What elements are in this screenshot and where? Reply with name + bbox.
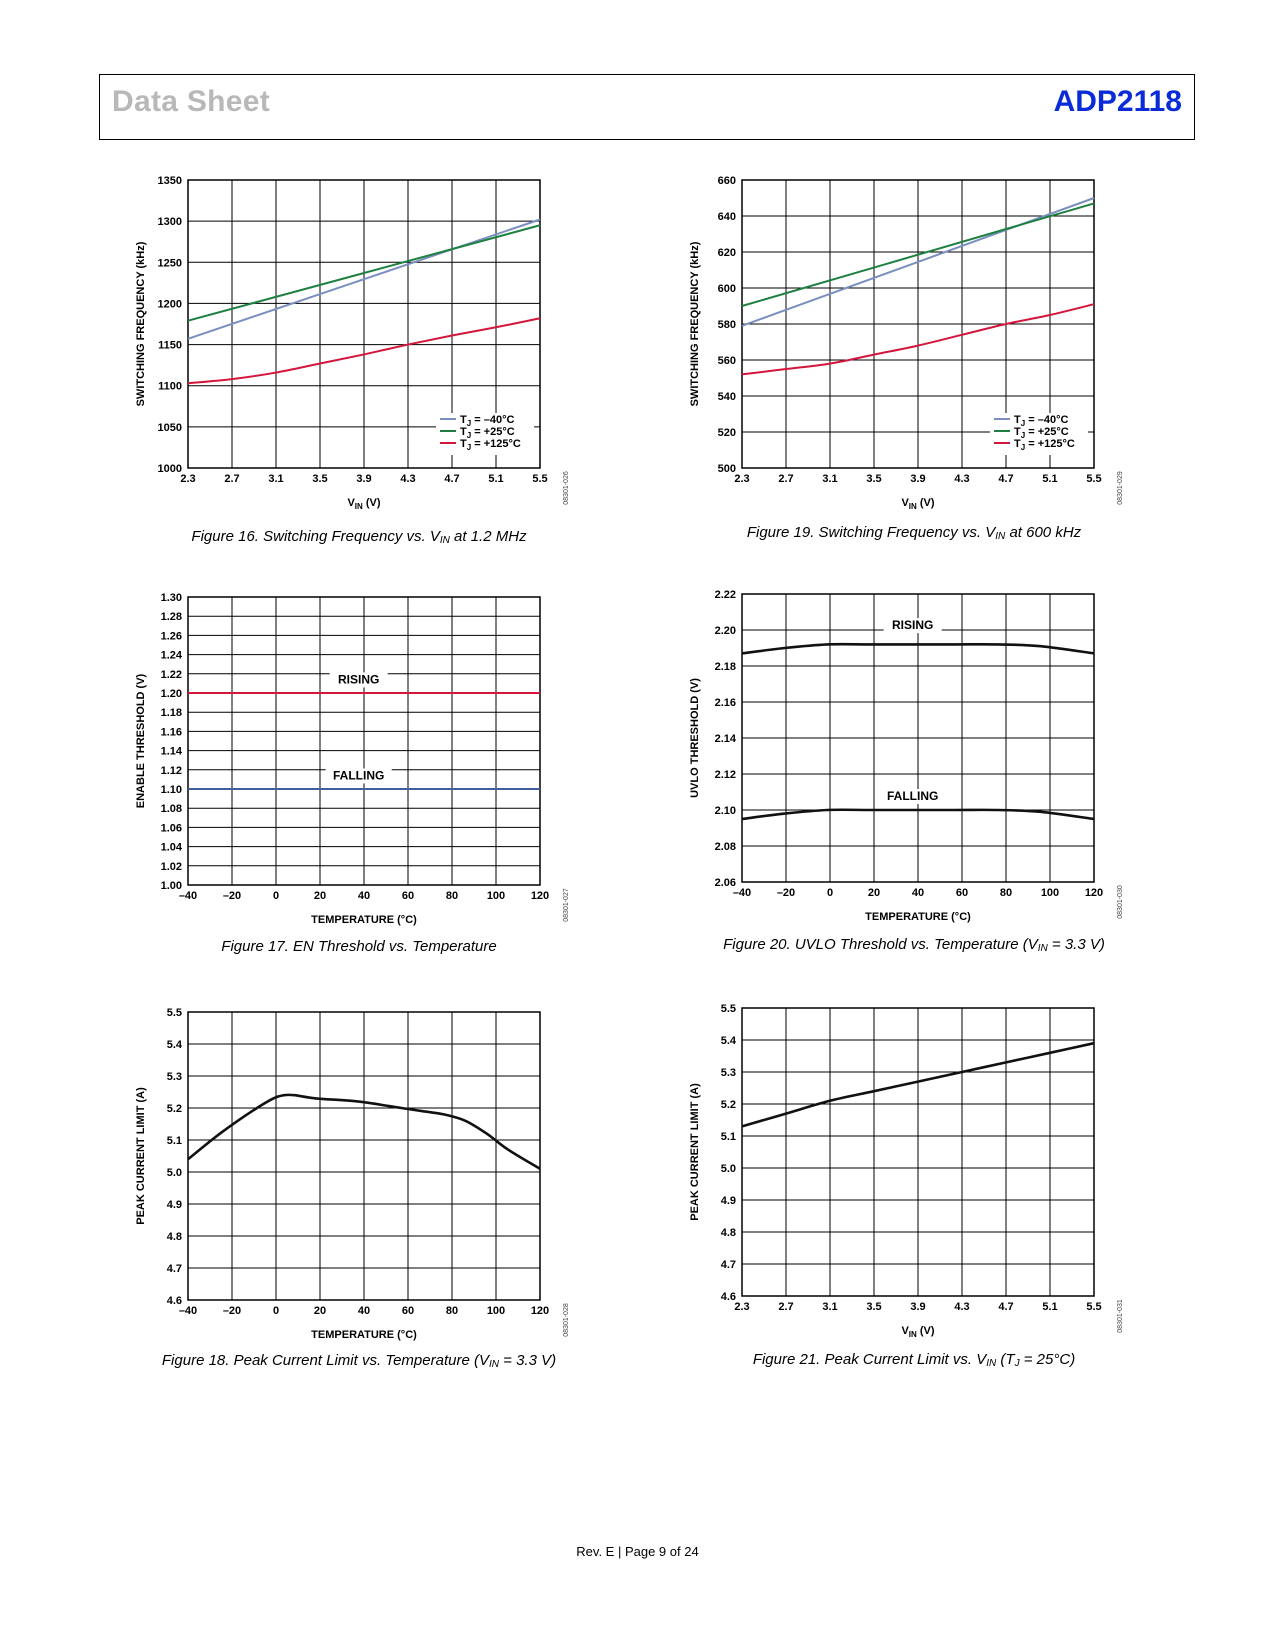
- y-tick-label: 1.30: [160, 592, 182, 604]
- y-tick-label: 1.02: [160, 860, 182, 873]
- chart-figure-18: [130, 1000, 570, 1370]
- y-tick-label: 5.1: [720, 1131, 736, 1143]
- figure-code: 08301-028: [563, 1303, 570, 1337]
- x-tick-label: 5.5: [1086, 1301, 1102, 1313]
- x-tick-label: 40: [357, 1305, 371, 1317]
- figure-code: 08301-026: [563, 471, 570, 505]
- x-tick-label: –40: [732, 887, 752, 899]
- x-tick-label: 4.7: [998, 473, 1014, 485]
- annotation-label: RISING: [337, 672, 380, 687]
- part-number: ADP2118: [1053, 85, 1182, 118]
- y-tick-label: 5.0: [166, 1167, 182, 1179]
- y-tick-label: 1.20: [160, 688, 182, 700]
- x-tick-label: 120: [530, 1305, 550, 1317]
- x-tick-label: 5.5: [532, 473, 548, 485]
- y-tick-label: 2.18: [714, 661, 736, 673]
- y-tick-label: 4.6: [720, 1291, 736, 1303]
- x-tick-label: 60: [401, 1305, 415, 1317]
- annotation-label: FALLING: [333, 768, 385, 783]
- y-tick-label: 2.06: [714, 877, 736, 889]
- x-tick-label: 40: [911, 887, 925, 899]
- y-tick-label: 2.20: [714, 625, 736, 637]
- x-axis-label: TEMPERATURE (°C): [311, 1329, 417, 1341]
- x-tick-label: 20: [313, 1305, 327, 1317]
- y-tick-label: 1250: [157, 257, 182, 270]
- x-tick-label: 2.3: [734, 473, 750, 485]
- caption-figure-21: Figure 21. Peak Current Limit vs. $V_{IN}$ $(T_J = 25^\circ C)$: [752, 1351, 1076, 1369]
- chart-figure-20: [684, 582, 1124, 952]
- x-tick-label: 80: [445, 1305, 459, 1317]
- x-axis-label: $V_{IN}$ (V): [347, 497, 381, 511]
- x-tick-label: –20: [222, 890, 242, 902]
- y-tick-label: 1300: [157, 216, 182, 229]
- y-tick-label: 4.6: [166, 1295, 182, 1307]
- y-tick-label: 540: [717, 391, 736, 403]
- figure-code: 08301-031: [1117, 1299, 1124, 1333]
- legend-label: $T_J = +25^\circ C$: [1014, 426, 1069, 440]
- y-axis-label: UVLO THRESHOLD (V): [689, 678, 701, 798]
- y-tick-label: 1.14: [160, 745, 182, 758]
- x-tick-label: 40: [357, 890, 371, 902]
- x-tick-label: 120: [530, 890, 550, 902]
- x-tick-label: –40: [178, 1305, 198, 1317]
- y-axis-label: PEAK CURRENT LIMIT (A): [135, 1087, 147, 1225]
- y-axis-label: SWITCHING FREQUENCY (kHz): [689, 241, 701, 407]
- legend-label: $T_J = +125^\circ C$: [460, 438, 521, 452]
- y-axis-label: SWITCHING FREQUENCY (kHz): [135, 241, 147, 407]
- y-tick-label: 1.08: [160, 803, 182, 816]
- y-tick-label: 5.1: [166, 1135, 182, 1147]
- caption-figure-20: Figure 20. UVLO Threshold vs. Temperature ($V_{IN} = 3.3$ V): [723, 936, 1105, 954]
- y-tick-label: 1.24: [160, 649, 182, 662]
- x-axis-label: $V_{IN}$ (V): [901, 497, 935, 511]
- figure-code: 08301-027: [563, 888, 570, 922]
- x-tick-label: 2.7: [224, 473, 240, 485]
- chart-figure-21: [684, 996, 1124, 1366]
- gridlines: [742, 594, 1094, 882]
- y-tick-label: 5.2: [166, 1103, 182, 1115]
- y-tick-label: 1200: [157, 298, 182, 311]
- y-tick-label: 5.3: [720, 1067, 736, 1079]
- y-tick-label: 1000: [157, 463, 182, 475]
- x-axis-label: TEMPERATURE (°C): [311, 914, 417, 926]
- x-tick-label: 5.1: [1042, 1301, 1058, 1313]
- x-tick-label: 4.3: [954, 473, 970, 485]
- gridlines: [742, 1008, 1094, 1296]
- fig16-svg: [130, 168, 570, 538]
- x-tick-label: 0: [272, 890, 280, 902]
- x-tick-label: 4.7: [444, 473, 460, 485]
- x-tick-label: 80: [999, 887, 1013, 899]
- y-tick-label: 1100: [158, 380, 182, 393]
- fig17-svg: [130, 585, 570, 955]
- y-tick-label: 5.3: [166, 1071, 182, 1083]
- y-tick-label: 1.16: [160, 726, 182, 739]
- legend-label: $T_J = -40^\circ C$: [1014, 414, 1069, 428]
- fig18-svg: [130, 1000, 570, 1370]
- caption-figure-18: Figure 18. Peak Current Limit vs. Temperature ($V_{IN} = 3.3$ V): [161, 1352, 557, 1370]
- y-tick-label: 2.10: [714, 805, 736, 817]
- y-tick-label: 1.18: [160, 707, 182, 720]
- chart-figure-16: [130, 168, 570, 538]
- y-tick-label: 2.08: [714, 841, 736, 853]
- y-tick-label: 5.4: [720, 1035, 736, 1047]
- y-tick-label: 560: [717, 355, 736, 367]
- x-axis-label: $V_{IN}$ (V): [901, 1325, 935, 1339]
- y-tick-label: 500: [717, 463, 736, 475]
- y-tick-label: 1.00: [160, 880, 182, 892]
- x-tick-label: 4.7: [998, 1301, 1014, 1313]
- x-tick-label: 5.1: [1042, 473, 1058, 485]
- x-tick-label: 0: [826, 887, 834, 899]
- x-tick-label: 60: [955, 887, 969, 899]
- y-tick-label: 1.12: [160, 764, 182, 777]
- y-tick-label: 5.5: [720, 1003, 736, 1015]
- annotation-label: FALLING: [887, 789, 939, 804]
- y-tick-label: 660: [717, 175, 736, 187]
- fig21-svg: [684, 996, 1124, 1366]
- y-tick-label: 5.0: [720, 1163, 736, 1175]
- page-footer: Rev. E | Page 9 of 24: [576, 1544, 699, 1559]
- gridlines: [188, 597, 540, 885]
- x-tick-label: 5.5: [1086, 473, 1102, 485]
- x-tick-label: 2.7: [778, 1301, 794, 1313]
- figure-code: 08301-029: [1117, 471, 1124, 505]
- y-tick-label: 4.9: [720, 1195, 736, 1207]
- y-tick-label: 4.9: [166, 1199, 182, 1211]
- x-tick-label: 3.1: [822, 473, 838, 485]
- x-tick-label: 0: [272, 1305, 280, 1317]
- document-type: Data Sheet: [112, 85, 271, 118]
- x-tick-label: 100: [1040, 887, 1060, 899]
- x-tick-label: –20: [776, 887, 796, 899]
- x-tick-label: 3.9: [910, 1301, 926, 1313]
- x-tick-label: 3.1: [822, 1301, 838, 1313]
- y-tick-label: 1350: [157, 175, 182, 187]
- chart-figure-17: [130, 585, 570, 955]
- y-tick-label: 2.12: [714, 769, 736, 781]
- y-tick-label: 4.7: [720, 1259, 736, 1271]
- y-tick-label: 2.22: [714, 589, 736, 601]
- y-axis-label: ENABLE THRESHOLD (V): [135, 673, 147, 809]
- x-axis-label: TEMPERATURE (°C): [865, 911, 971, 923]
- y-tick-label: 1.22: [160, 668, 182, 681]
- y-tick-label: 1150: [158, 339, 182, 352]
- x-tick-label: 20: [313, 890, 327, 902]
- x-tick-label: 3.5: [866, 473, 882, 485]
- x-tick-label: 2.3: [734, 1301, 750, 1313]
- x-tick-label: 3.9: [356, 473, 372, 485]
- y-tick-label: 1.28: [160, 611, 182, 624]
- y-tick-label: 640: [717, 211, 736, 223]
- y-tick-label: 1050: [157, 421, 182, 434]
- x-tick-label: 20: [867, 887, 881, 899]
- fig20-svg: [684, 582, 1124, 952]
- chart-figure-19: [684, 168, 1124, 538]
- y-tick-label: 5.5: [166, 1007, 182, 1019]
- y-tick-label: 1.26: [160, 630, 182, 643]
- y-tick-label: 5.2: [720, 1099, 736, 1111]
- x-tick-label: 120: [1084, 887, 1104, 899]
- x-tick-label: 4.3: [400, 473, 416, 485]
- x-tick-label: 3.5: [312, 473, 328, 485]
- x-tick-label: 100: [486, 890, 506, 902]
- x-tick-label: 100: [486, 1305, 506, 1317]
- figure-code: 08301-030: [1117, 885, 1124, 919]
- y-tick-label: 2.14: [714, 733, 736, 745]
- y-tick-label: 520: [717, 427, 736, 439]
- caption-figure-17: Figure 17. EN Threshold vs. Temperature: [221, 938, 497, 955]
- caption-figure-19: Figure 19. Switching Frequency vs. $V_{IN}$ at 600 kHz: [746, 524, 1082, 542]
- x-tick-label: 4.3: [954, 1301, 970, 1313]
- y-tick-label: 2.16: [714, 697, 736, 709]
- x-tick-label: 3.5: [866, 1301, 882, 1313]
- y-tick-label: 620: [717, 247, 736, 259]
- y-tick-label: 1.06: [160, 822, 182, 835]
- gridlines: [188, 1012, 540, 1300]
- x-tick-label: 60: [401, 890, 415, 902]
- y-tick-label: 4.8: [720, 1227, 736, 1239]
- y-tick-label: 1.10: [160, 784, 182, 796]
- x-tick-label: 80: [445, 890, 459, 902]
- x-tick-label: 2.7: [778, 473, 794, 485]
- legend-label: $T_J = -40^\circ C$: [460, 414, 515, 428]
- y-tick-label: 4.7: [166, 1263, 182, 1275]
- fig19-svg: [684, 168, 1124, 538]
- legend-label: $T_J = +125^\circ C$: [1014, 438, 1075, 452]
- page-header: [99, 74, 1195, 140]
- y-tick-label: 5.4: [166, 1039, 182, 1051]
- y-tick-label: 4.8: [166, 1231, 182, 1243]
- x-tick-label: 2.3: [180, 473, 196, 485]
- x-tick-label: 3.1: [268, 473, 284, 485]
- legend-label: $T_J = +25^\circ C$: [460, 426, 515, 440]
- y-tick-label: 600: [717, 283, 736, 295]
- x-tick-label: –20: [222, 1305, 242, 1317]
- y-axis-label: PEAK CURRENT LIMIT (A): [689, 1083, 701, 1221]
- y-tick-label: 1.04: [160, 841, 182, 854]
- x-tick-label: 3.9: [910, 473, 926, 485]
- annotation-label: RISING: [891, 618, 934, 633]
- caption-figure-16: Figure 16. Switching Frequency vs. $V_{IN}$ at 1.2 MHz: [191, 528, 527, 546]
- y-tick-label: 580: [717, 319, 736, 331]
- x-tick-label: 5.1: [488, 473, 504, 485]
- x-tick-label: –40: [178, 890, 198, 902]
